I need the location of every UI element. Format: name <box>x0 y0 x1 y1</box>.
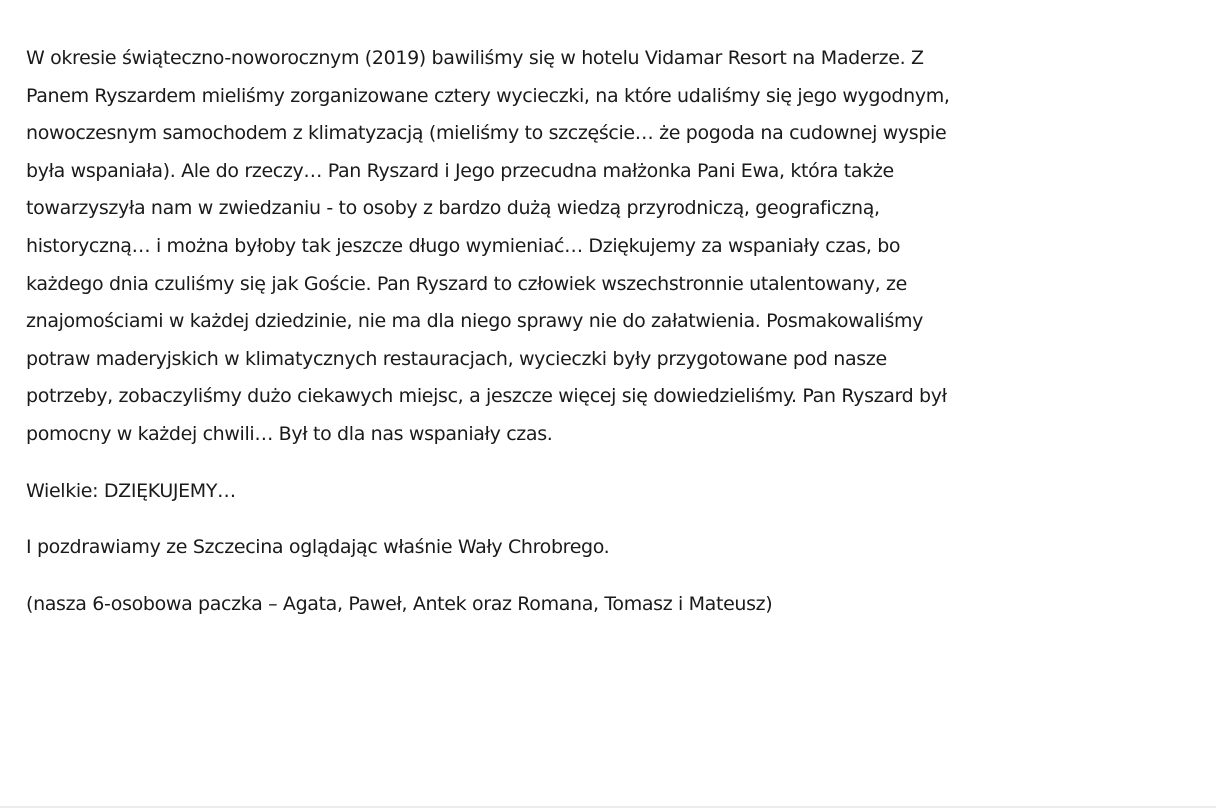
thanks-paragraph <box>26 473 1206 511</box>
text-line: znajomościami w każdej dziedzinie, nie ma dla niego sprawy nie do załatwienia. Posmakowaliśmy <box>26 310 924 333</box>
text-line: potrzeby, zobaczyliśmy dużo ciekawych miejsc, a jeszcze więcej się dowiedzieliśmy. Pan Ryszard był <box>26 385 947 408</box>
text-line: pomocny w każdej chwili… Był to dla nas wspaniały czas. <box>26 422 553 445</box>
text-line: historyczną… i można byłoby tak jeszcze długo wymieniać… Dziękujemy za wspaniały czas, bo <box>26 234 901 257</box>
text-line: Panem Ryszardem mieliśmy zorganizowane cztery wycieczki, na które udaliśmy się jego wygodnym, <box>26 84 950 107</box>
paragraph-spacer <box>26 510 1206 529</box>
paragraph-spacer <box>26 454 1206 473</box>
text-line: nowoczesnym samochodem z klimatyzacją (mieliśmy to szczęście… że pogoda na cudownej wyspie <box>26 122 947 145</box>
text-line: (nasza 6-osobowa paczka – Agata, Paweł, Antek oraz Romana, Tomasz i Mateusz) <box>26 592 773 615</box>
text-line: Wielkie: DZIĘKUJEMY… <box>26 479 236 502</box>
signature-paragraph <box>26 586 1206 624</box>
text-line: W okresie świąteczno-noworocznym (2019) bawiliśmy się w hotelu Vidamar Resort na Maderze. Z <box>26 47 924 69</box>
greetings-paragraph <box>26 529 1206 567</box>
text-line: każdego dnia czuliśmy się jak Goście. Pan Ryszard to człowiek wszechstronnie utalentowany, ze <box>26 272 908 295</box>
text-line: była wspaniała). Ale do rzeczy… Pan Ryszard i Jego przecudna małżonka Pani Ewa, która także <box>26 159 894 182</box>
text-line: towarzyszyła nam w zwiedzaniu - to osoby z bardzo dużą wiedzą przyrodniczą, geograficzną, <box>26 197 880 220</box>
review-paragraph <box>26 40 1206 454</box>
document-body <box>26 40 1206 623</box>
text-line: I pozdrawiamy ze Szczecina oglądając właśnie Wały Chrobrego. <box>26 536 610 559</box>
paragraph-spacer <box>26 567 1206 586</box>
page-bottom-border <box>0 806 1216 808</box>
text-line: potraw maderyjskich w klimatycznych restauracjach, wycieczki były przygotowane pod nasze <box>26 347 887 370</box>
